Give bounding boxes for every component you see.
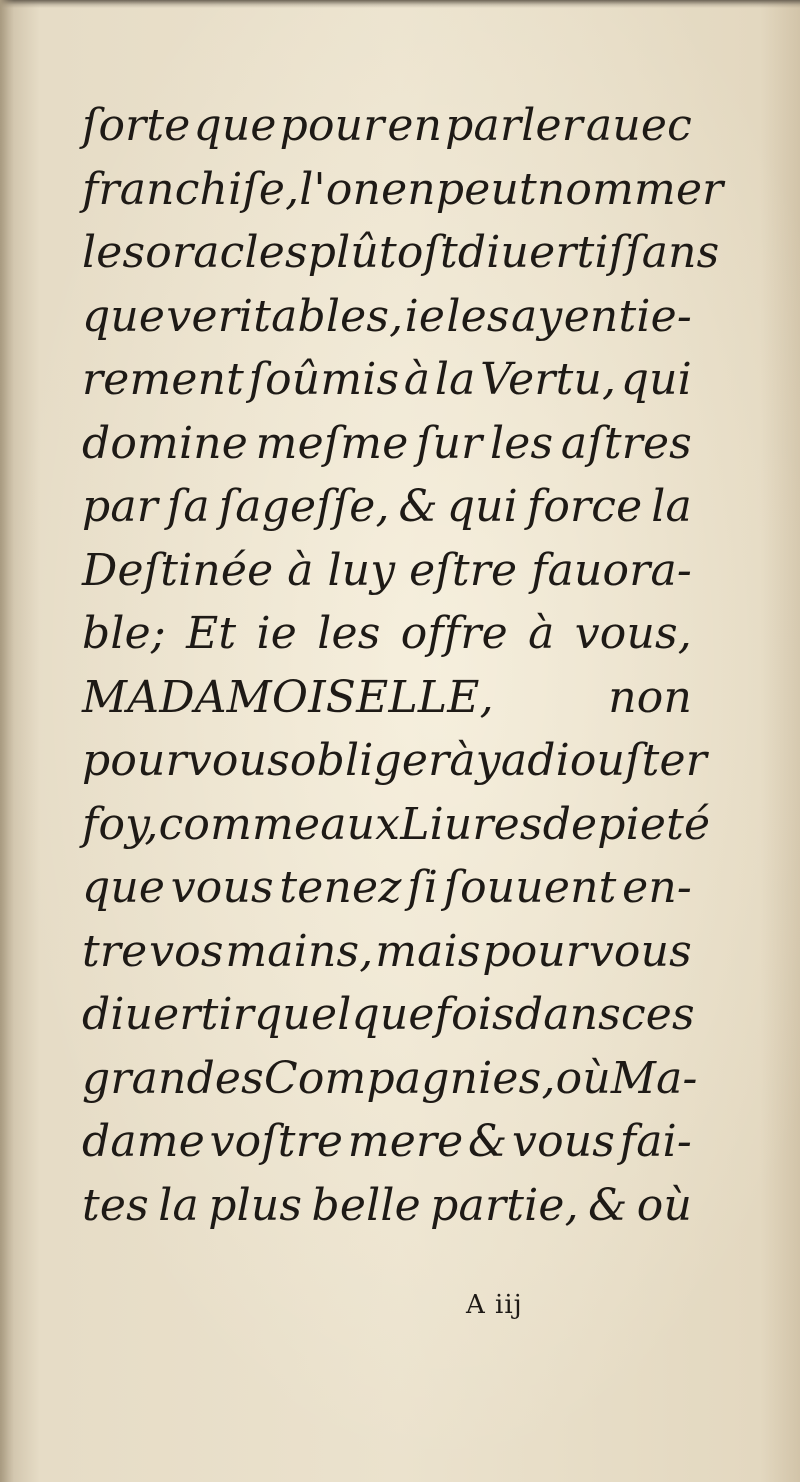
word: tre — [82, 925, 148, 977]
word: entie- — [563, 290, 692, 342]
text-line — [82, 481, 692, 545]
word: qui — [620, 354, 692, 405]
word: offre — [400, 608, 508, 659]
word: parler — [445, 100, 583, 151]
word: Deſtinée — [82, 544, 274, 596]
word: en — [381, 163, 436, 215]
text-line — [82, 163, 724, 228]
body-text — [82, 100, 724, 1243]
word: vous — [170, 862, 274, 913]
word: comme — [158, 798, 321, 850]
text-line — [82, 672, 692, 736]
word: domine — [82, 417, 249, 469]
word: Vertu, — [480, 354, 617, 405]
word: la — [651, 481, 692, 532]
word: par — [82, 481, 159, 532]
word: meſme — [255, 417, 409, 469]
word: grandes — [82, 1052, 264, 1104]
word: vous — [186, 735, 290, 786]
word: dame — [82, 1116, 205, 1167]
word: pour — [279, 100, 385, 151]
word: & — [588, 1179, 628, 1231]
word: ces — [620, 989, 695, 1040]
signature-mark: A iij — [466, 1290, 523, 1320]
text-line — [82, 1180, 692, 1244]
word: ble; — [82, 608, 166, 659]
word: tenez — [279, 862, 402, 913]
word: y — [475, 735, 501, 786]
word: les — [317, 608, 381, 659]
word: les — [82, 227, 146, 278]
word: plus — [208, 1179, 303, 1231]
word: ſur — [416, 417, 483, 469]
word: ſageſſe, — [218, 481, 390, 532]
word: ſa — [166, 481, 210, 532]
word: foy, — [82, 798, 159, 850]
word: de — [542, 798, 598, 850]
word: mere — [347, 1116, 464, 1167]
word: ie — [256, 608, 298, 659]
word: vos — [149, 925, 224, 977]
word: aſtres — [560, 417, 692, 469]
word: ſoûmis — [248, 354, 400, 405]
word: vous, — [574, 608, 692, 659]
word: nommer — [536, 163, 724, 215]
word: ſouuent — [443, 862, 617, 913]
word: MADAMOISELLE, — [82, 671, 494, 723]
word: ſi — [407, 862, 439, 913]
word: ie — [404, 290, 446, 342]
text-line — [82, 608, 692, 672]
word: quelquefois — [254, 989, 515, 1040]
word: plûtoſt — [307, 227, 458, 278]
text-line — [82, 545, 692, 609]
word: les — [446, 290, 510, 342]
word: rement — [82, 354, 245, 405]
word: aux — [320, 798, 401, 850]
word: peut — [435, 163, 537, 215]
text-line — [82, 100, 692, 164]
word: ay — [510, 290, 563, 342]
word: voſtre — [209, 1116, 344, 1167]
word: oracles — [145, 227, 308, 278]
word: où — [636, 1179, 692, 1231]
word: pour — [482, 925, 588, 977]
word: à — [287, 544, 314, 596]
word: en — [387, 100, 443, 151]
word: diuertiſſans — [457, 227, 720, 278]
word: Et — [186, 608, 237, 659]
text-line — [82, 862, 692, 926]
text-line — [82, 989, 695, 1053]
word: mais — [375, 925, 481, 977]
word: à — [403, 354, 431, 405]
word: que — [82, 290, 166, 342]
text-line — [82, 291, 692, 355]
text-line — [82, 1116, 692, 1180]
word: fauora- — [531, 544, 692, 596]
word: force — [526, 481, 643, 532]
page-gutter-edge — [0, 0, 14, 1482]
word: eſtre — [409, 544, 518, 596]
word: ſorte — [82, 100, 191, 151]
word: à — [528, 608, 555, 659]
text-line — [82, 354, 692, 418]
word: mains, — [225, 925, 374, 977]
word: à — [449, 735, 476, 786]
word: pour — [82, 735, 187, 786]
word: la — [434, 354, 476, 405]
word: diuertir — [82, 989, 255, 1040]
word: & — [468, 1116, 508, 1167]
word: que — [82, 862, 166, 913]
text-line — [82, 418, 692, 482]
word: auec — [585, 100, 692, 151]
word: où — [555, 1052, 611, 1104]
text-line — [82, 735, 707, 799]
word: Liures — [400, 798, 543, 850]
word: partie, — [430, 1179, 579, 1231]
word: veritables, — [166, 290, 404, 342]
word: & — [398, 481, 438, 532]
word: fai- — [619, 1116, 692, 1167]
word: les — [489, 417, 554, 469]
word: qui — [446, 481, 518, 532]
text-line — [82, 227, 720, 291]
text-line — [82, 1052, 698, 1117]
word: franchiſe, — [82, 163, 300, 215]
word: Ma- — [610, 1052, 698, 1104]
word: la — [158, 1179, 199, 1231]
word: adiouſter — [500, 735, 707, 786]
word: vous — [512, 1116, 616, 1167]
word: pieté — [597, 798, 711, 850]
page-top-shadow — [0, 0, 800, 8]
word: dans — [514, 989, 621, 1040]
word: luy — [327, 544, 396, 596]
word: l'on — [299, 163, 382, 215]
word: que — [193, 100, 277, 151]
word: vous — [588, 925, 692, 977]
word: tes — [82, 1179, 149, 1231]
word: non — [608, 671, 692, 723]
text-line — [82, 798, 711, 863]
word: en- — [622, 862, 692, 913]
text-line — [82, 926, 692, 990]
word: obliger — [289, 735, 450, 786]
word: belle — [311, 1179, 421, 1231]
word: Compagnies, — [263, 1052, 556, 1104]
